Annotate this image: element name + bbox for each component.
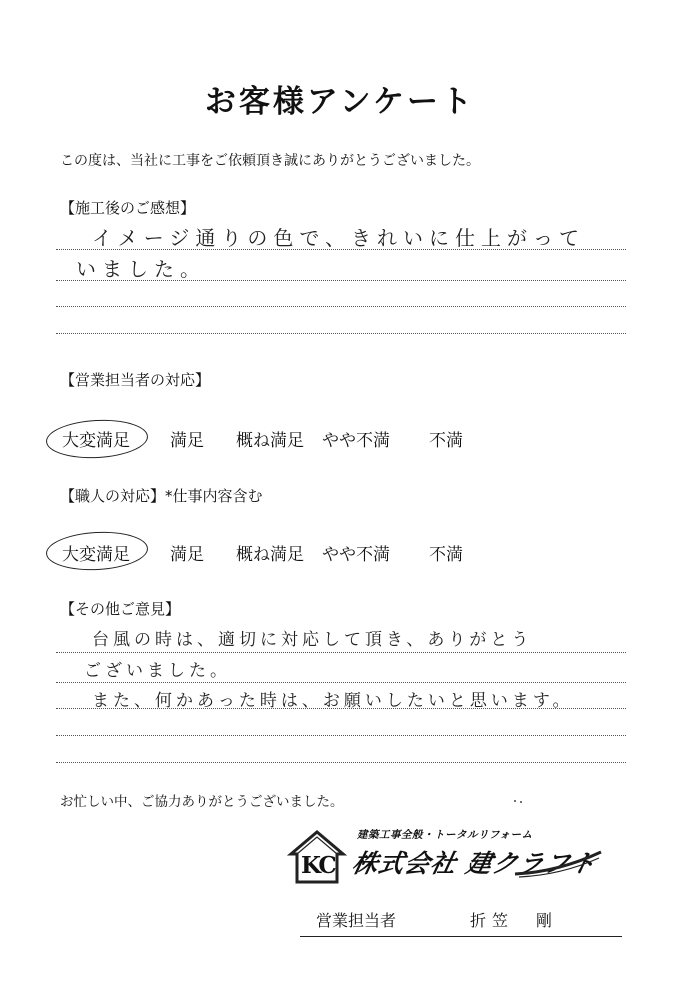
sales-heading: 【営業担当者の対応】 [60, 371, 211, 389]
stray-mark [514, 800, 516, 802]
signature-line [300, 900, 622, 937]
other-heading: 【その他ご意見】 [60, 600, 181, 618]
logo-initials: KC [301, 852, 335, 879]
sales-option-mostly-satisfied: 概ね満足 [236, 431, 304, 451]
craftsman-option-very-satisfied: 大変満足 [62, 545, 130, 565]
answer-line [56, 652, 626, 653]
answer-line [56, 682, 626, 683]
craftsman-option-mostly-satisfied: 概ね満足 [236, 545, 304, 565]
sales-option-satisfied: 満足 [170, 431, 204, 451]
company-tagline: 建築工事全般・トータルリフォーム [357, 829, 533, 841]
intro-text: この度は、当社に工事をご依頼頂き誠にありがとうございました。 [60, 153, 480, 169]
craftsman-option-dissatisfied: 不満 [429, 545, 463, 565]
stray-mark [520, 801, 522, 803]
logo-swoosh-icon [513, 848, 603, 878]
answer-line [56, 708, 626, 709]
answer-line [56, 249, 626, 250]
signature-label: 営業担当者 [316, 911, 397, 930]
craftsman-heading: 【職人の対応】*仕事内容含む [60, 487, 263, 505]
answer-line [56, 333, 626, 334]
craftsman-option-satisfied: 満足 [170, 545, 204, 565]
impression-heading: 【施工後のご感想】 [60, 199, 196, 217]
sales-option-dissatisfied: 不満 [429, 431, 463, 451]
impression-answer-line-1: イメージ通りの色で、きれいに仕上がって [92, 226, 585, 250]
other-answer-line-3: また、何かあった時は、お願いしたいと思います。 [92, 691, 574, 711]
company-name: 株式会社 建クラフト [349, 849, 600, 878]
answer-line [56, 735, 626, 736]
sales-option-very-satisfied: 大変満足 [62, 431, 130, 451]
page-title: お客様アンケート [204, 84, 476, 120]
answer-line [56, 280, 626, 281]
answer-line [56, 762, 626, 763]
signature-name: 折笠 剛 [470, 911, 559, 930]
other-answer-line-1: 台風の時は、適切に対応して頂き、ありがとう [92, 630, 533, 650]
craftsman-option-somewhat-dissatisfied: やや不満 [322, 545, 390, 565]
company-logo [287, 822, 607, 890]
sales-option-somewhat-dissatisfied: やや不満 [322, 431, 390, 451]
answer-line [56, 306, 626, 307]
closing-text: お忙しい中、ご協力ありがとうございました。 [60, 794, 344, 810]
other-answer-line-2: ございました。 [84, 661, 231, 681]
impression-answer-line-2: いました。 [76, 257, 206, 281]
